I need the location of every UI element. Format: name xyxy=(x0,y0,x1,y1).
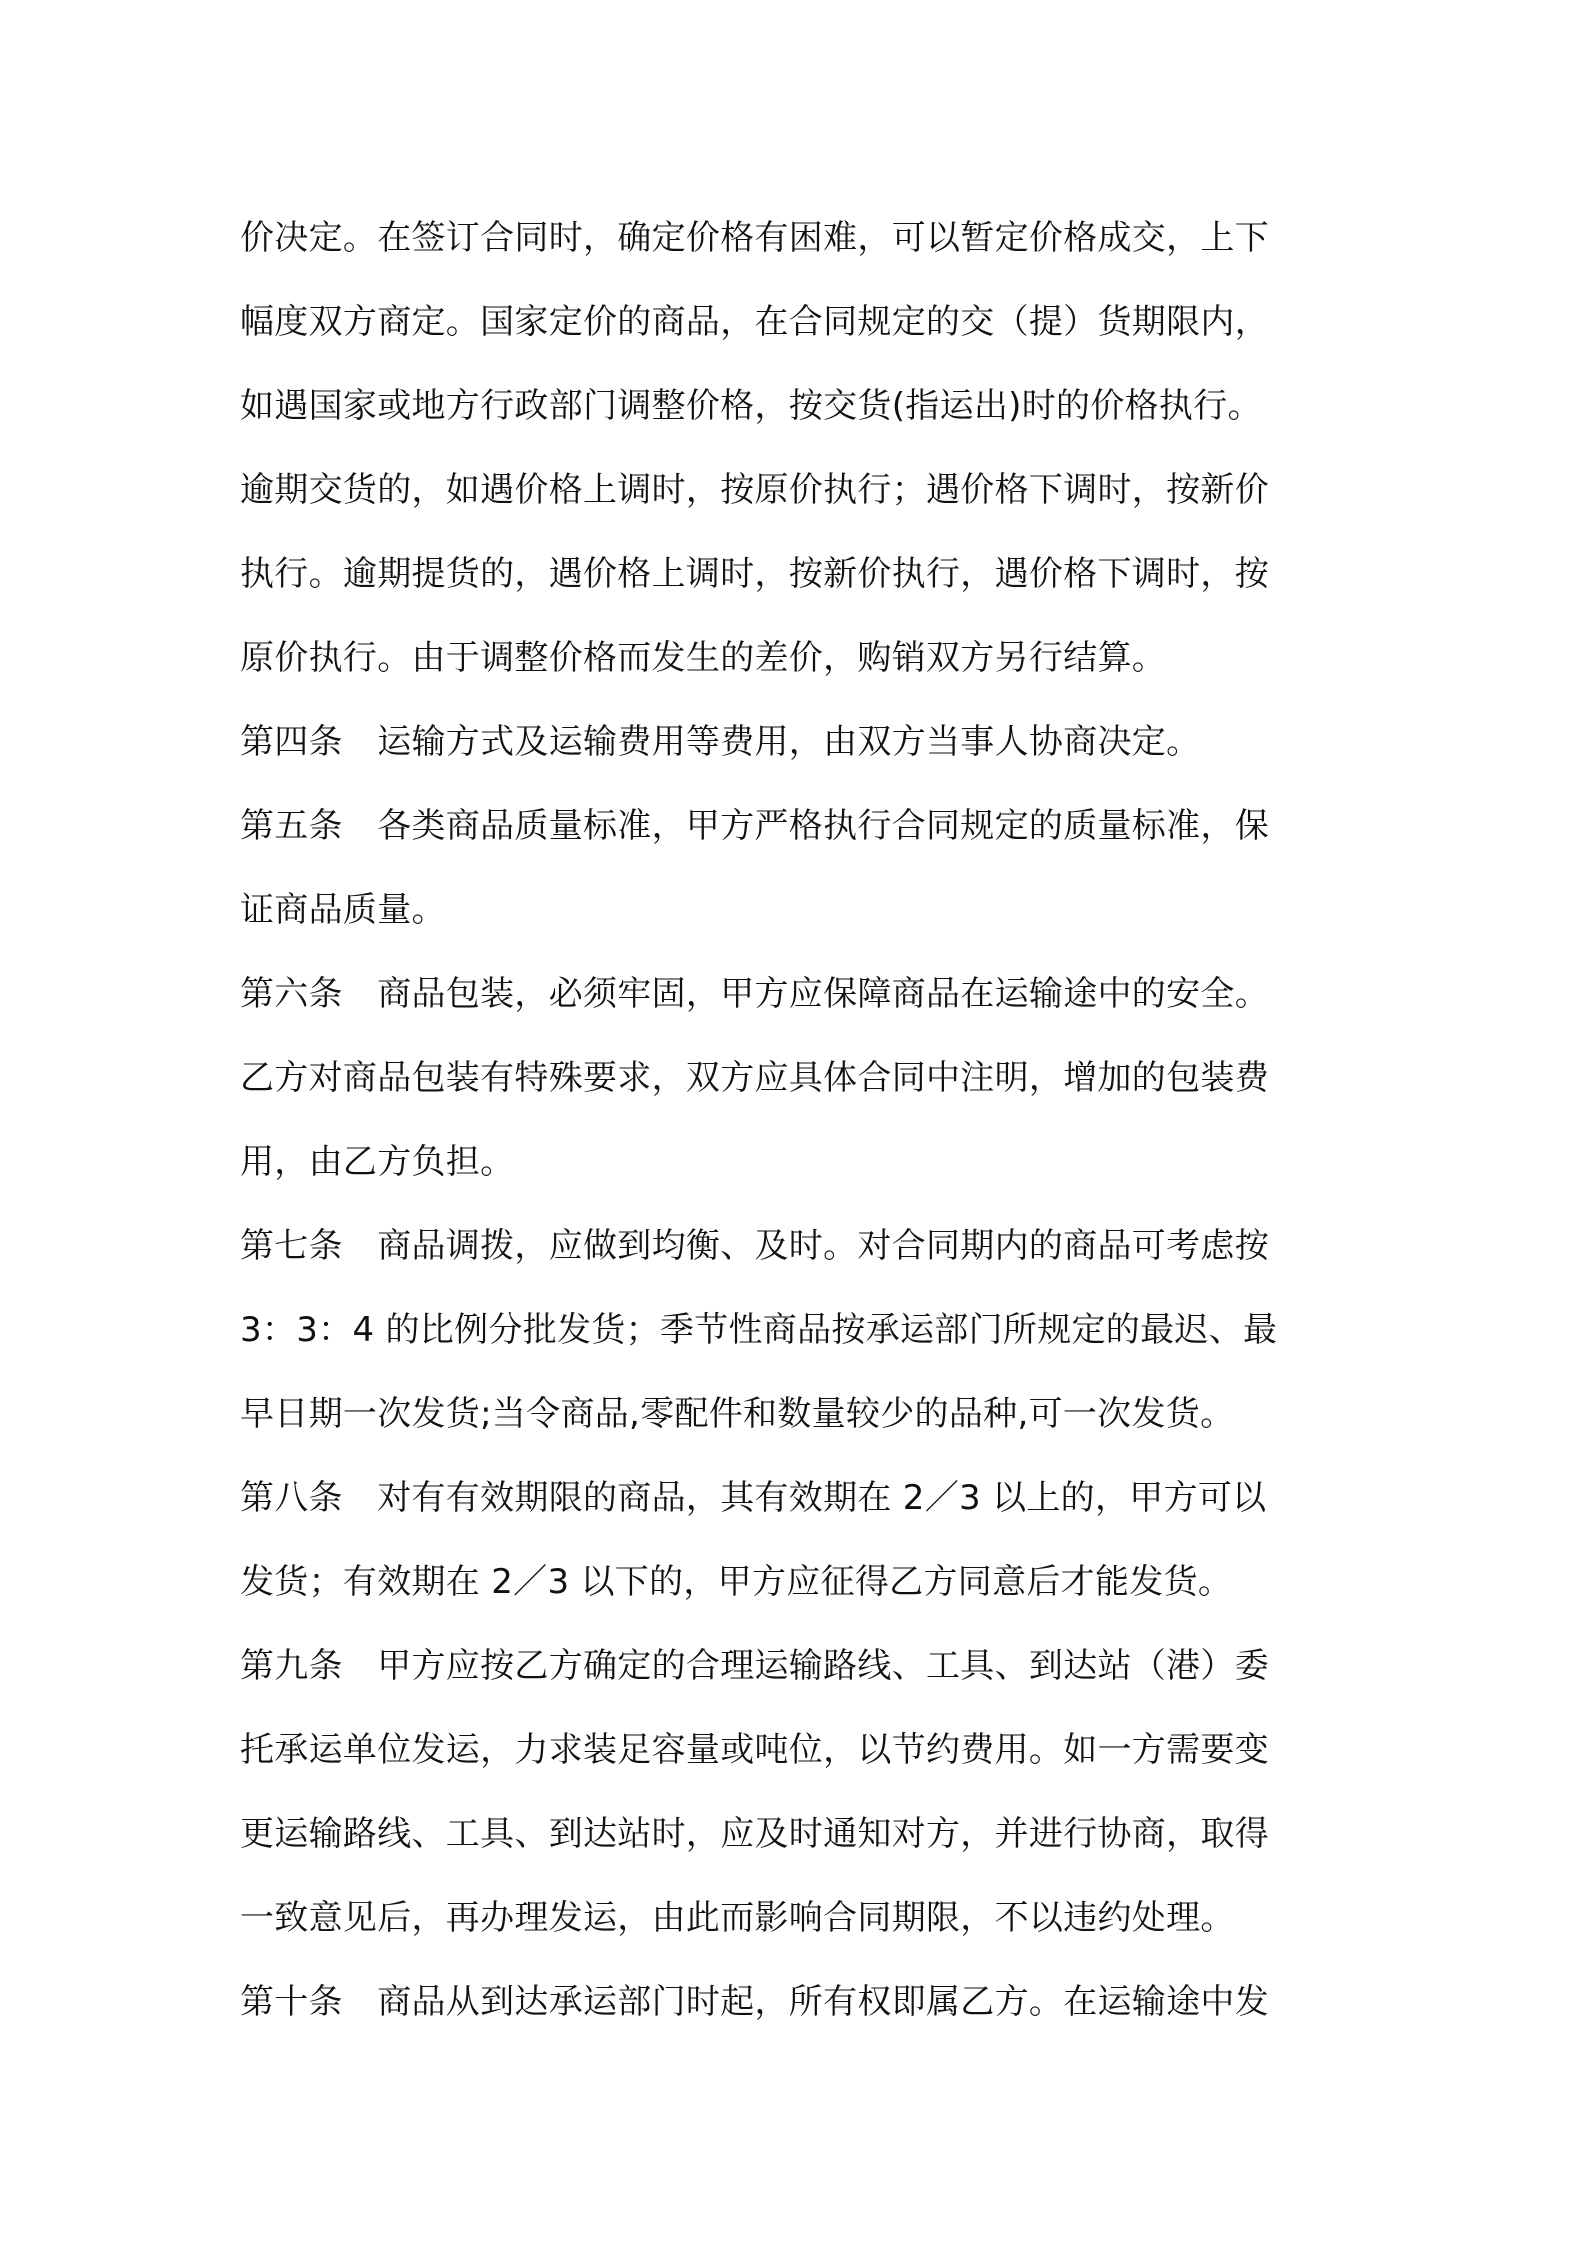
text-line: 价决定。在签订合同时，确定价格有困难，可以暂定价格成交，上下 xyxy=(240,218,1269,258)
text-line: 3：3：4 的比例分批发货；季节性商品按承运部门所规定的最迟、最 xyxy=(240,1310,1278,1350)
document-body xyxy=(240,196,1350,2044)
text-line: 逾期交货的，如遇价格上调时，按原价执行；遇价格下调时，按新价 xyxy=(240,470,1269,510)
article-5-line: 第五条 各类商品质量标准，甲方严格执行合同规定的质量标准，保 xyxy=(240,806,1269,846)
article-9-line: 第九条 甲方应按乙方确定的合理运输路线、工具、到达站（港）委 xyxy=(240,1646,1269,1686)
text-line: 一致意见后，再办理发运，由此而影响合同期限，不以违约处理。 xyxy=(240,1898,1235,1938)
article-6-line: 第六条 商品包装，必须牢固，甲方应保障商品在运输途中的安全。 xyxy=(240,974,1269,1014)
text-line: 发货；有效期在 2／3 以下的，甲方应征得乙方同意后才能发货。 xyxy=(240,1562,1233,1602)
text-line: 证商品质量。 xyxy=(240,890,446,930)
text-line: 乙方对商品包装有特殊要求，双方应具体合同中注明，增加的包装费 xyxy=(240,1058,1269,1098)
text-line: 幅度双方商定。国家定价的商品，在合同规定的交（提）货期限内， xyxy=(240,302,1269,342)
text-line: 用，由乙方负担。 xyxy=(240,1142,515,1182)
text-line: 执行。逾期提货的，遇价格上调时，按新价执行，遇价格下调时，按 xyxy=(240,554,1269,594)
text-line: 原价执行。由于调整价格而发生的差价，购销双方另行结算。 xyxy=(240,638,1167,678)
text-line: 早日期一次发货;当令商品,零配件和数量较少的品种,可一次发货。 xyxy=(240,1394,1235,1434)
text-line: 托承运单位发运，力求装足容量或吨位，以节约费用。如一方需要变 xyxy=(240,1730,1269,1770)
text-line: 如遇国家或地方行政部门调整价格，按交货(指运出)时的价格执行。 xyxy=(240,386,1262,426)
article-8-line: 第八条 对有有效期限的商品，其有效期在 2／3 以上的，甲方可以 xyxy=(240,1478,1267,1518)
article-4-line: 第四条 运输方式及运输费用等费用，由双方当事人协商决定。 xyxy=(240,722,1201,762)
article-7-line: 第七条 商品调拨，应做到均衡、及时。对合同期内的商品可考虑按 xyxy=(240,1226,1269,1266)
article-10-line: 第十条 商品从到达承运部门时起，所有权即属乙方。在运输途中发 xyxy=(240,1982,1269,2022)
text-line: 更运输路线、工具、到达站时，应及时通知对方，并进行协商，取得 xyxy=(240,1814,1269,1854)
